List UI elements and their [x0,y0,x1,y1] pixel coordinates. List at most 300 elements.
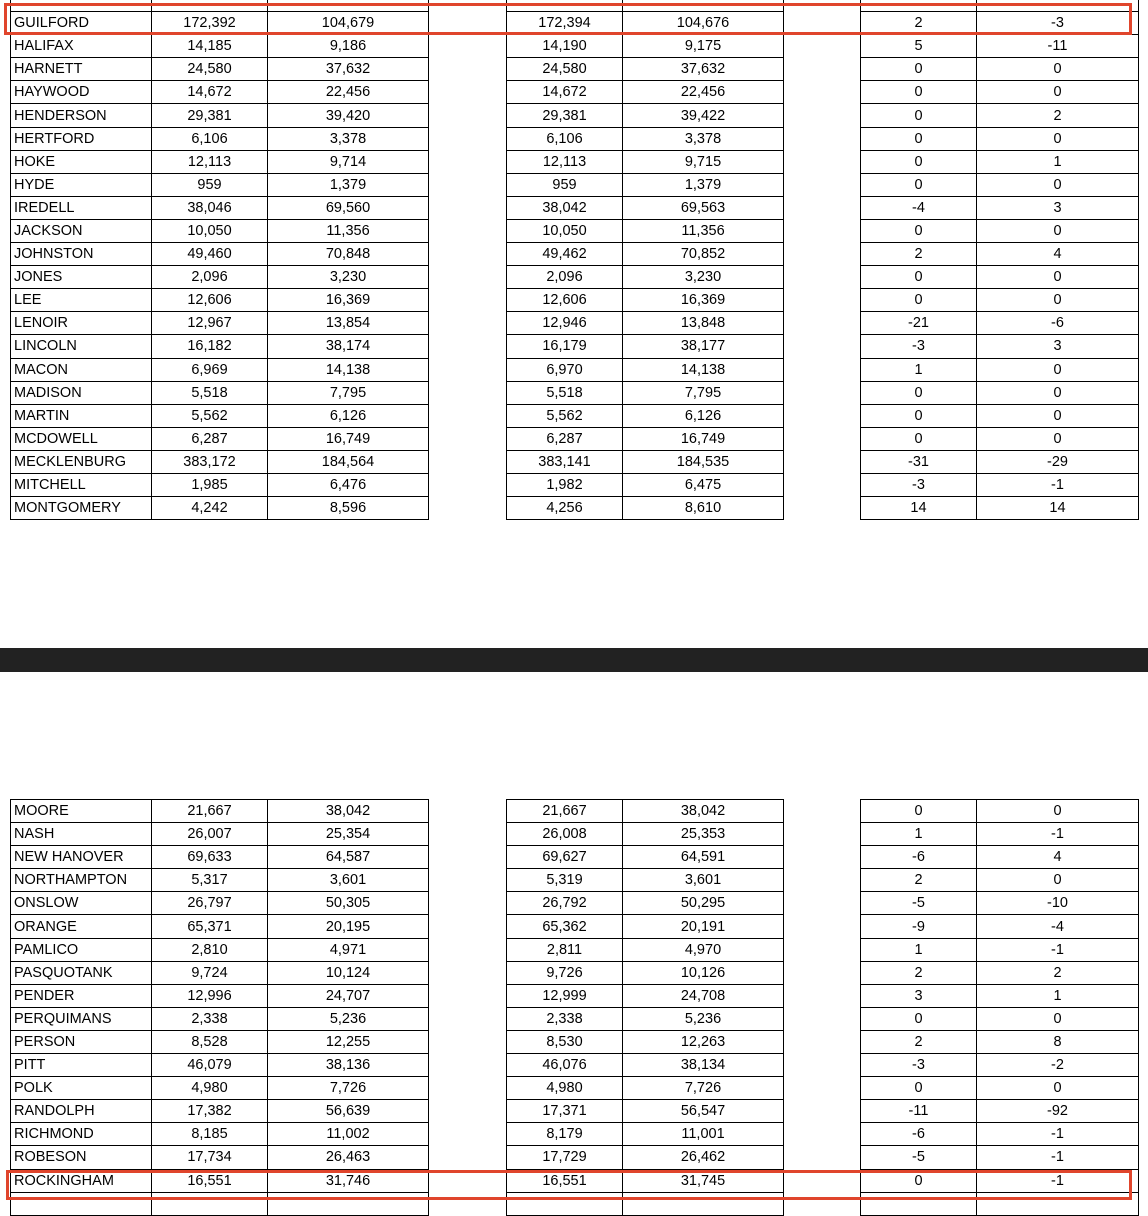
diff-a-cell: 0 [861,289,977,312]
table-row [11,266,429,289]
diff-a-cell: 14 [861,497,977,520]
county-cell: ROCKINGHAM [11,1169,152,1192]
value-c-cell: 49,462 [507,243,623,266]
value-a-cell: 5,317 [152,869,268,892]
value-b-cell: 6,476 [268,473,429,496]
table-row [861,266,1139,289]
table-row [507,358,784,381]
value-d-cell: 38,042 [623,800,784,823]
diff-b-cell: -1 [977,1146,1139,1169]
table-row [861,150,1139,173]
table-row [861,173,1139,196]
value-d-cell: 104,676 [623,12,784,35]
value-a-cell: 16,182 [152,335,268,358]
diff-a-cell: 5 [861,35,977,58]
county-cell: LINCOLN [11,335,152,358]
value-c-cell: 8,179 [507,1123,623,1146]
table-row [11,961,429,984]
value-d-cell: 12,263 [623,1030,784,1053]
value-a-cell: 69,633 [152,846,268,869]
table-row [507,58,784,81]
value-b-cell: 50,305 [268,892,429,915]
value-b-cell: 38,174 [268,335,429,358]
table-row [11,243,429,266]
value-c-cell: 12,113 [507,150,623,173]
county-cell: ONSLOW [11,892,152,915]
value-d-cell [623,1192,784,1215]
diff-a-cell: 2 [861,12,977,35]
diff-b-cell: -1 [977,823,1139,846]
value-a-cell: 5,562 [152,404,268,427]
county-cell: LENOIR [11,312,152,335]
value-d-cell: 64,591 [623,846,784,869]
table-row [11,823,429,846]
value-c-cell: 383,141 [507,450,623,473]
value-c-cell: 24,580 [507,58,623,81]
value-c-cell: 2,811 [507,938,623,961]
diff-a-cell: 0 [861,127,977,150]
value-a-cell: 65,371 [152,915,268,938]
county-cell: MACON [11,358,152,381]
diff-a-cell: -31 [861,450,977,473]
county-cell: JACKSON [11,219,152,242]
diff-a-cell: -5 [861,892,977,915]
value-d-cell: 4,970 [623,938,784,961]
diff-b-cell: -1 [977,938,1139,961]
diff-a-cell: 0 [861,104,977,127]
value-c-cell: 14,190 [507,35,623,58]
value-a-cell: 38,046 [152,196,268,219]
value-b-cell: 184,564 [268,450,429,473]
county-cell: RANDOLPH [11,1100,152,1123]
table-row [11,1123,429,1146]
table-row [861,219,1139,242]
value-c-cell: 959 [507,173,623,196]
diff-a-cell: -9 [861,915,977,938]
table-row [11,869,429,892]
value-d-cell: 56,547 [623,1100,784,1123]
value-b-cell: 38,136 [268,1054,429,1077]
table-row [507,404,784,427]
value-b-cell: 9,714 [268,150,429,173]
table-row [861,404,1139,427]
county-cell: RICHMOND [11,1123,152,1146]
value-a-cell: 9,724 [152,961,268,984]
table-row [861,35,1139,58]
diff-a-cell: 0 [861,58,977,81]
table-row [11,984,429,1007]
value-d-cell: 39,422 [623,104,784,127]
diff-b-cell: -3 [977,12,1139,35]
value-c-cell: 6,106 [507,127,623,150]
table-row [11,150,429,173]
value-b-cell: 70,848 [268,243,429,266]
value-d-cell: 6,475 [623,473,784,496]
table-row [11,846,429,869]
value-d-cell: 22,456 [623,81,784,104]
value-c-cell: 16,179 [507,335,623,358]
value-a-cell: 6,287 [152,427,268,450]
table-row [861,289,1139,312]
table-row [507,892,784,915]
diff-b-cell: -29 [977,450,1139,473]
value-d-cell: 3,230 [623,266,784,289]
table-row [11,892,429,915]
value-a-cell: 49,460 [152,243,268,266]
value-d-cell: 7,795 [623,381,784,404]
value-c-cell: 69,627 [507,846,623,869]
county-cell: PITT [11,1054,152,1077]
value-b-cell: 4,971 [268,938,429,961]
value-a-cell: 6,106 [152,127,268,150]
table-row [861,473,1139,496]
table-row [507,335,784,358]
table-row [11,173,429,196]
table-row [861,915,1139,938]
value-a-cell: 29,381 [152,104,268,127]
value-c-cell: 2,096 [507,266,623,289]
table-row [507,1123,784,1146]
table-row [861,800,1139,823]
diff-a-cell: 0 [861,219,977,242]
table-row [861,81,1139,104]
value-b-cell: 31,746 [268,1169,429,1192]
table-row [861,381,1139,404]
diff-b-cell: 0 [977,289,1139,312]
value-b-cell: 25,354 [268,823,429,846]
value-a-cell: 959 [152,173,268,196]
table-row [861,1169,1139,1192]
table-row [507,800,784,823]
table-row [11,915,429,938]
table-row [507,173,784,196]
value-d-cell: 31,745 [623,1169,784,1192]
value-a-cell: 1,985 [152,473,268,496]
table-row [507,869,784,892]
table-row [861,846,1139,869]
diff-b-cell: 2 [977,104,1139,127]
value-d-cell: 20,191 [623,915,784,938]
table-row [507,12,784,35]
table-row [507,1077,784,1100]
table-row [861,335,1139,358]
county-cell: MITCHELL [11,473,152,496]
value-d-cell: 11,356 [623,219,784,242]
table-row [861,1192,1139,1215]
value-b-cell [268,0,429,12]
table-row [861,1123,1139,1146]
county-cell: HOKE [11,150,152,173]
diff-b-cell: 0 [977,1077,1139,1100]
value-a-cell: 14,672 [152,81,268,104]
value-a-cell: 2,096 [152,266,268,289]
value-b-cell: 1,379 [268,173,429,196]
value-c-cell: 17,371 [507,1100,623,1123]
table-row [861,869,1139,892]
diff-b-cell: 0 [977,173,1139,196]
county-cell: PENDER [11,984,152,1007]
diff-a-cell: 0 [861,381,977,404]
county-cell: LEE [11,289,152,312]
value-b-cell: 38,042 [268,800,429,823]
county-cell: JOHNSTON [11,243,152,266]
value-c-cell: 1,982 [507,473,623,496]
value-c-cell: 29,381 [507,104,623,127]
diff-b-cell: 0 [977,358,1139,381]
value-a-cell: 172,392 [152,12,268,35]
diff-a-cell: -6 [861,846,977,869]
value-c-cell: 65,362 [507,915,623,938]
diff-a-cell: 2 [861,243,977,266]
table-row [507,127,784,150]
value-b-cell: 26,463 [268,1146,429,1169]
table-row [507,915,784,938]
value-b-cell: 12,255 [268,1030,429,1053]
table-row [507,1146,784,1169]
value-d-cell: 9,715 [623,150,784,173]
section-divider [0,648,1148,672]
county-cell: NASH [11,823,152,846]
diff-a-cell: -4 [861,196,977,219]
county-cell: PAMLICO [11,938,152,961]
table-row [507,81,784,104]
value-d-cell: 6,126 [623,404,784,427]
original-counts-table [10,0,429,520]
value-b-cell: 14,138 [268,358,429,381]
original-counts-table [10,799,429,1216]
difference-table [860,0,1139,520]
table-row [507,497,784,520]
table-row [11,1077,429,1100]
diff-b-cell: 3 [977,196,1139,219]
county-cell: HAYWOOD [11,81,152,104]
value-c-cell: 5,319 [507,869,623,892]
county-cell: HYDE [11,173,152,196]
table-row-partial [507,0,784,12]
table-row [861,1077,1139,1100]
value-a-cell: 14,185 [152,35,268,58]
value-c-cell: 26,792 [507,892,623,915]
table-row [11,104,429,127]
value-b-cell: 39,420 [268,104,429,127]
value-b-cell: 24,707 [268,984,429,1007]
value-d-cell: 10,126 [623,961,784,984]
value-a-cell: 46,079 [152,1054,268,1077]
table-row [507,938,784,961]
value-d-cell: 7,726 [623,1077,784,1100]
county-cell: PASQUOTANK [11,961,152,984]
diff-a-cell: 2 [861,1030,977,1053]
diff-b-cell: 14 [977,497,1139,520]
table-row [861,961,1139,984]
table-row [11,1169,429,1192]
table-row [507,1100,784,1123]
value-b-cell [268,1192,429,1215]
value-a-cell: 4,980 [152,1077,268,1100]
diff-a-cell: -3 [861,473,977,496]
value-a-cell: 5,518 [152,381,268,404]
table-row [507,823,784,846]
value-b-cell: 64,587 [268,846,429,869]
value-c-cell: 9,726 [507,961,623,984]
diff-a-cell: -21 [861,312,977,335]
diff-b-cell: 2 [977,961,1139,984]
table-row [507,961,784,984]
diff-a-cell: -3 [861,1054,977,1077]
value-b-cell: 13,854 [268,312,429,335]
value-d-cell [623,0,784,12]
table-row-partial [11,0,429,12]
table-row [11,381,429,404]
value-a-cell: 16,551 [152,1169,268,1192]
diff-a-cell: 2 [861,869,977,892]
value-c-cell: 46,076 [507,1054,623,1077]
diff-b-cell: -4 [977,915,1139,938]
table-row [861,58,1139,81]
table-row [11,1030,429,1053]
value-b-cell: 56,639 [268,1100,429,1123]
value-b-cell: 8,596 [268,497,429,520]
value-d-cell: 37,632 [623,58,784,81]
table-row [861,823,1139,846]
table-row [507,1054,784,1077]
value-b-cell: 7,795 [268,381,429,404]
value-b-cell: 69,560 [268,196,429,219]
table-row [11,1146,429,1169]
value-d-cell: 184,535 [623,450,784,473]
value-c-cell: 26,008 [507,823,623,846]
diff-b-cell: 0 [977,58,1139,81]
value-c-cell: 14,672 [507,81,623,104]
table-row [11,800,429,823]
diff-a-cell [861,0,977,12]
county-cell: PERSON [11,1030,152,1053]
value-d-cell: 8,610 [623,497,784,520]
table-row [11,127,429,150]
diff-b-cell: 4 [977,243,1139,266]
county-cell: HALIFAX [11,35,152,58]
value-a-cell: 17,734 [152,1146,268,1169]
value-a-cell: 6,969 [152,358,268,381]
diff-b-cell: 8 [977,1030,1139,1053]
value-d-cell: 50,295 [623,892,784,915]
table-row [11,12,429,35]
table-row [507,196,784,219]
value-b-cell: 6,126 [268,404,429,427]
county-cell: GUILFORD [11,12,152,35]
table-row [507,243,784,266]
value-a-cell: 12,967 [152,312,268,335]
table-row [11,1054,429,1077]
table-row [861,1146,1139,1169]
diff-b-cell: -2 [977,1054,1139,1077]
county-cell: MARTIN [11,404,152,427]
table-row [507,219,784,242]
table-row [507,381,784,404]
value-a-cell: 2,338 [152,1007,268,1030]
county-cell: MCDOWELL [11,427,152,450]
value-c-cell [507,1192,623,1215]
value-a-cell: 21,667 [152,800,268,823]
table-row [861,938,1139,961]
value-a-cell: 24,580 [152,58,268,81]
diff-b-cell: -10 [977,892,1139,915]
table-row [507,427,784,450]
diff-a-cell: 0 [861,800,977,823]
table-row [507,289,784,312]
diff-a-cell: 0 [861,1169,977,1192]
county-cell: NEW HANOVER [11,846,152,869]
table-row [11,1007,429,1030]
table-row [861,1007,1139,1030]
diff-a-cell: 2 [861,961,977,984]
county-cell [11,1192,152,1215]
value-a-cell: 12,606 [152,289,268,312]
value-d-cell: 14,138 [623,358,784,381]
value-a-cell: 12,996 [152,984,268,1007]
table-row [861,984,1139,1007]
diff-a-cell: 0 [861,266,977,289]
table-row [861,450,1139,473]
table-row [507,1007,784,1030]
table-row [11,1192,429,1215]
table-row [11,404,429,427]
diff-b-cell: 0 [977,266,1139,289]
diff-b-cell: 0 [977,800,1139,823]
recount-counts-table [506,799,784,1216]
value-c-cell: 21,667 [507,800,623,823]
diff-a-cell: 0 [861,150,977,173]
table-row [11,35,429,58]
diff-a-cell: -3 [861,335,977,358]
value-d-cell: 38,134 [623,1054,784,1077]
value-c-cell: 10,050 [507,219,623,242]
value-c-cell: 38,042 [507,196,623,219]
table-row [861,312,1139,335]
county-cell: MADISON [11,381,152,404]
value-b-cell: 11,002 [268,1123,429,1146]
value-c-cell: 5,518 [507,381,623,404]
value-c-cell: 5,562 [507,404,623,427]
value-a-cell: 17,382 [152,1100,268,1123]
table-row [507,846,784,869]
county-cell: HENDERSON [11,104,152,127]
table-row [11,497,429,520]
table-row [11,473,429,496]
diff-a-cell: 0 [861,1077,977,1100]
table-row [11,450,429,473]
table-row [11,427,429,450]
diff-b-cell: 0 [977,219,1139,242]
table-row [861,243,1139,266]
county-cell: ORANGE [11,915,152,938]
value-a-cell: 26,797 [152,892,268,915]
value-b-cell: 7,726 [268,1077,429,1100]
table-row [11,1100,429,1123]
table-row [11,312,429,335]
value-c-cell: 17,729 [507,1146,623,1169]
value-b-cell: 3,601 [268,869,429,892]
table-row [861,1030,1139,1053]
value-b-cell: 16,749 [268,427,429,450]
value-c-cell: 4,256 [507,497,623,520]
diff-a-cell: -5 [861,1146,977,1169]
value-d-cell: 3,601 [623,869,784,892]
value-c-cell: 12,999 [507,984,623,1007]
table-row [11,358,429,381]
value-d-cell: 5,236 [623,1007,784,1030]
value-b-cell: 16,369 [268,289,429,312]
